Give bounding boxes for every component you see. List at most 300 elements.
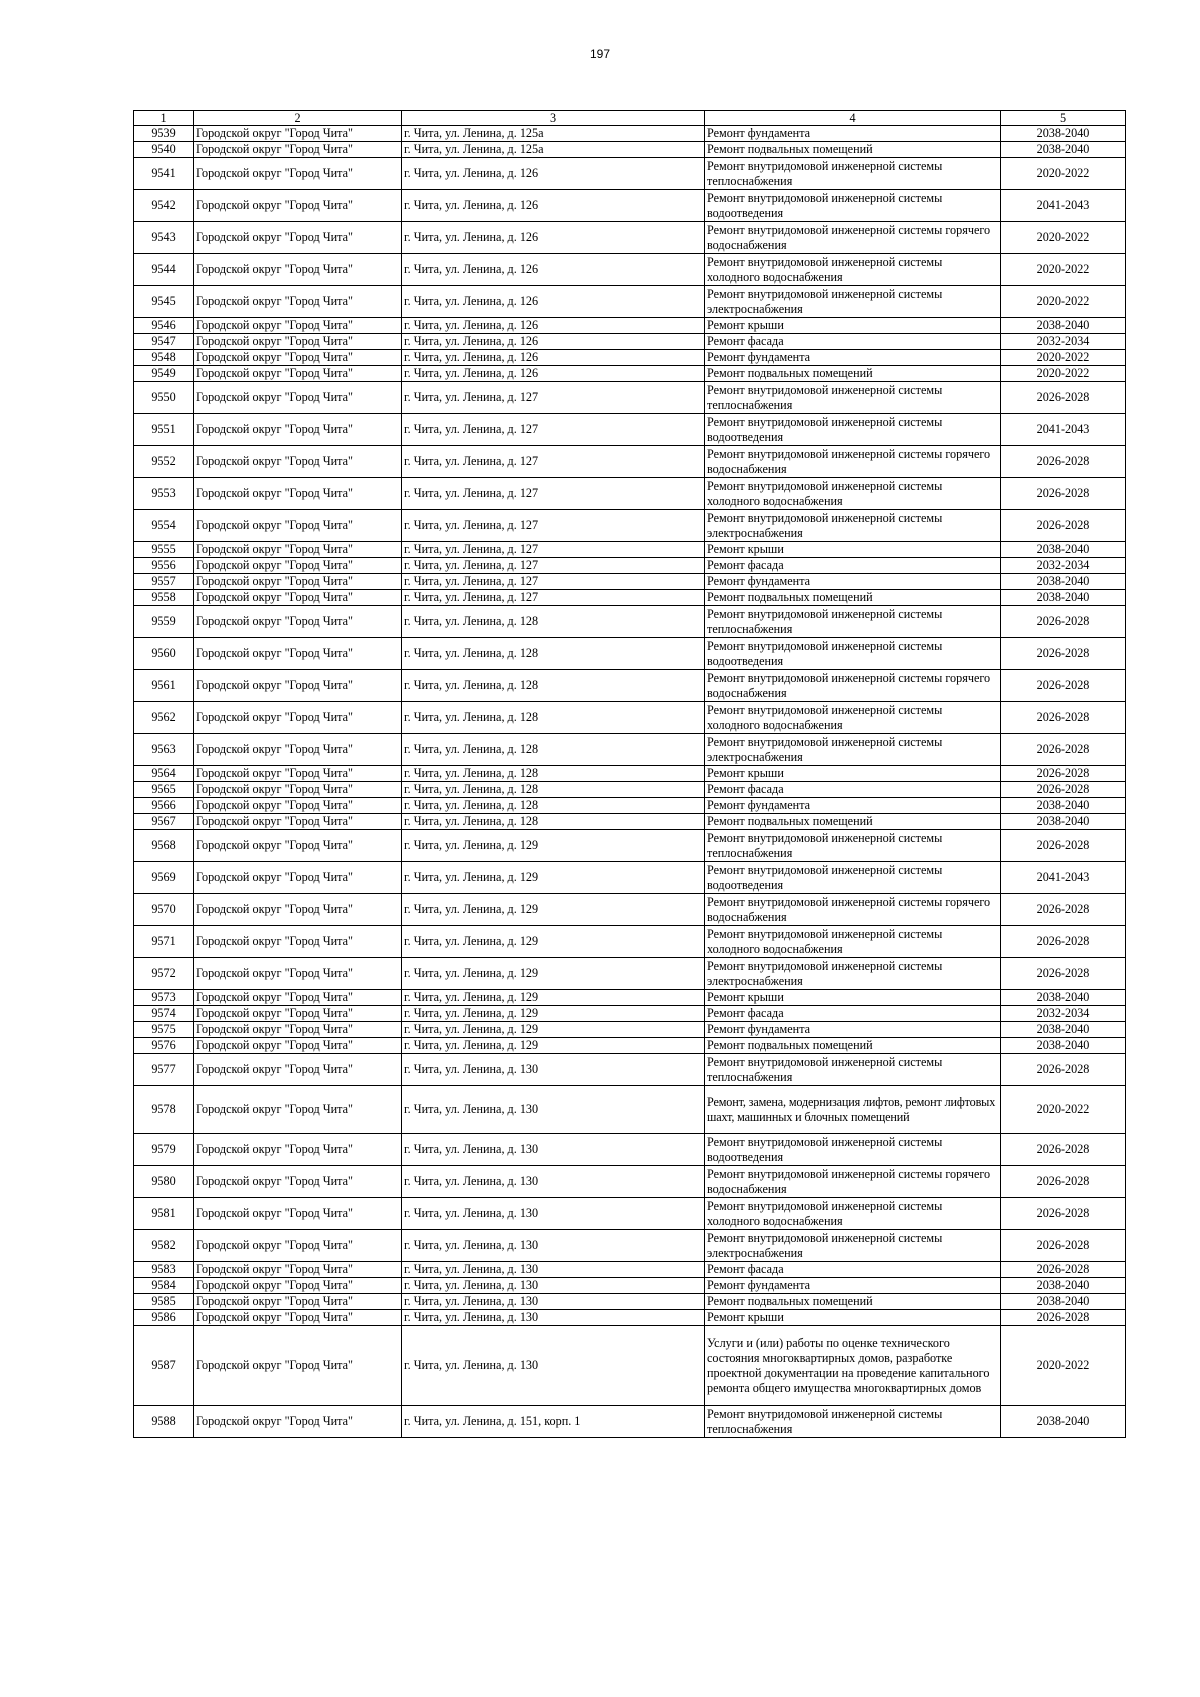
address-cell: г. Чита, ул. Ленина, д. 130 xyxy=(402,1134,705,1166)
period-cell: 2020-2022 xyxy=(1001,254,1126,286)
period-cell: 2026-2028 xyxy=(1001,958,1126,990)
municipality-cell: Городской округ "Город Чита" xyxy=(194,158,402,190)
work-type-cell: Ремонт фундамента xyxy=(705,1022,1001,1038)
address-cell: г. Чита, ул. Ленина, д. 128 xyxy=(402,782,705,798)
table-row xyxy=(134,862,1126,894)
address-cell: г. Чита, ул. Ленина, д. 127 xyxy=(402,446,705,478)
capital-repair-table xyxy=(133,110,1126,1438)
table-row xyxy=(134,926,1126,958)
work-type-cell: Ремонт внутридомовой инженерной системы теплоснабжения xyxy=(705,382,1001,414)
row-number: 9563 xyxy=(134,734,194,766)
work-type-cell: Ремонт подвальных помещений xyxy=(705,366,1001,382)
work-type-cell: Ремонт крыши xyxy=(705,766,1001,782)
table-row xyxy=(134,558,1126,574)
period-cell: 2026-2028 xyxy=(1001,1310,1126,1326)
address-cell: г. Чита, ул. Ленина, д. 129 xyxy=(402,1038,705,1054)
municipality-cell: Городской округ "Город Чита" xyxy=(194,558,402,574)
table-row xyxy=(134,1134,1126,1166)
table-row xyxy=(134,894,1126,926)
municipality-cell: Городской округ "Город Чита" xyxy=(194,142,402,158)
column-header-5: 5 xyxy=(1001,111,1126,126)
row-number: 9566 xyxy=(134,798,194,814)
period-cell: 2026-2028 xyxy=(1001,766,1126,782)
address-cell: г. Чита, ул. Ленина, д. 125а xyxy=(402,142,705,158)
row-number: 9564 xyxy=(134,766,194,782)
row-number: 9557 xyxy=(134,574,194,590)
row-number: 9552 xyxy=(134,446,194,478)
row-number: 9575 xyxy=(134,1022,194,1038)
period-cell: 2020-2022 xyxy=(1001,366,1126,382)
period-cell: 2041-2043 xyxy=(1001,862,1126,894)
address-cell: г. Чита, ул. Ленина, д. 126 xyxy=(402,254,705,286)
work-type-cell: Ремонт внутридомовой инженерной системы электроснабжения xyxy=(705,286,1001,318)
table-row xyxy=(134,814,1126,830)
municipality-cell: Городской округ "Город Чита" xyxy=(194,1038,402,1054)
table-row xyxy=(134,1166,1126,1198)
municipality-cell: Городской округ "Город Чита" xyxy=(194,766,402,782)
period-cell: 2026-2028 xyxy=(1001,510,1126,542)
address-cell: г. Чита, ул. Ленина, д. 130 xyxy=(402,1278,705,1294)
address-cell: г. Чита, ул. Ленина, д. 126 xyxy=(402,190,705,222)
work-type-cell: Ремонт внутридомовой инженерной системы горячего водоснабжения xyxy=(705,670,1001,702)
row-number: 9558 xyxy=(134,590,194,606)
work-type-cell: Ремонт фундамента xyxy=(705,1278,1001,1294)
table-row xyxy=(134,158,1126,190)
row-number: 9570 xyxy=(134,894,194,926)
table-row xyxy=(134,510,1126,542)
table-row xyxy=(134,1262,1126,1278)
address-cell: г. Чита, ул. Ленина, д. 127 xyxy=(402,478,705,510)
row-number: 9581 xyxy=(134,1198,194,1230)
work-type-cell: Ремонт внутридомовой инженерной системы горячего водоснабжения xyxy=(705,446,1001,478)
address-cell: г. Чита, ул. Ленина, д. 128 xyxy=(402,638,705,670)
address-cell: г. Чита, ул. Ленина, д. 127 xyxy=(402,542,705,558)
row-number: 9584 xyxy=(134,1278,194,1294)
row-number: 9576 xyxy=(134,1038,194,1054)
row-number: 9543 xyxy=(134,222,194,254)
municipality-cell: Городской округ "Город Чита" xyxy=(194,798,402,814)
municipality-cell: Городской округ "Город Чита" xyxy=(194,318,402,334)
address-cell: г. Чита, ул. Ленина, д. 129 xyxy=(402,1006,705,1022)
municipality-cell: Городской округ "Город Чита" xyxy=(194,1262,402,1278)
work-type-cell: Ремонт внутридомовой инженерной системы теплоснабжения xyxy=(705,606,1001,638)
table-header xyxy=(134,111,1126,126)
address-cell: г. Чита, ул. Ленина, д. 130 xyxy=(402,1294,705,1310)
table-row xyxy=(134,318,1126,334)
table-body xyxy=(134,126,1126,1438)
column-header-2: 2 xyxy=(194,111,402,126)
row-number: 9574 xyxy=(134,1006,194,1022)
period-cell: 2038-2040 xyxy=(1001,1278,1126,1294)
table-row xyxy=(134,670,1126,702)
table-row xyxy=(134,606,1126,638)
address-cell: г. Чита, ул. Ленина, д. 127 xyxy=(402,574,705,590)
column-header-4: 4 xyxy=(705,111,1001,126)
municipality-cell: Городской округ "Город Чита" xyxy=(194,1006,402,1022)
table-row xyxy=(134,734,1126,766)
work-type-cell: Ремонт фундамента xyxy=(705,798,1001,814)
period-cell: 2026-2028 xyxy=(1001,894,1126,926)
work-type-cell: Ремонт фундамента xyxy=(705,126,1001,142)
period-cell: 2026-2028 xyxy=(1001,478,1126,510)
work-type-cell: Ремонт внутридомовой инженерной системы электроснабжения xyxy=(705,1230,1001,1262)
row-number: 9588 xyxy=(134,1406,194,1438)
work-type-cell: Ремонт фасада xyxy=(705,782,1001,798)
municipality-cell: Городской округ "Город Чита" xyxy=(194,606,402,638)
municipality-cell: Городской округ "Город Чита" xyxy=(194,894,402,926)
table-row xyxy=(134,958,1126,990)
table-row xyxy=(134,350,1126,366)
table-row xyxy=(134,542,1126,558)
row-number: 9550 xyxy=(134,382,194,414)
address-cell: г. Чита, ул. Ленина, д. 130 xyxy=(402,1230,705,1262)
table-row xyxy=(134,1310,1126,1326)
municipality-cell: Городской округ "Город Чита" xyxy=(194,862,402,894)
municipality-cell: Городской округ "Город Чита" xyxy=(194,734,402,766)
address-cell: г. Чита, ул. Ленина, д. 128 xyxy=(402,798,705,814)
period-cell: 2026-2028 xyxy=(1001,782,1126,798)
work-type-cell: Ремонт внутридомовой инженерной системы холодного водоснабжения xyxy=(705,254,1001,286)
table-row xyxy=(134,126,1126,142)
period-cell: 2032-2034 xyxy=(1001,558,1126,574)
municipality-cell: Городской округ "Город Чита" xyxy=(194,1166,402,1198)
work-type-cell: Ремонт внутридомовой инженерной системы теплоснабжения xyxy=(705,1054,1001,1086)
table-row xyxy=(134,1086,1126,1134)
address-cell: г. Чита, ул. Ленина, д. 130 xyxy=(402,1086,705,1134)
address-cell: г. Чита, ул. Ленина, д. 127 xyxy=(402,510,705,542)
table-row xyxy=(134,366,1126,382)
address-cell: г. Чита, ул. Ленина, д. 129 xyxy=(402,958,705,990)
municipality-cell: Городской округ "Город Чита" xyxy=(194,1022,402,1038)
row-number: 9551 xyxy=(134,414,194,446)
table-row xyxy=(134,222,1126,254)
row-number: 9572 xyxy=(134,958,194,990)
address-cell: г. Чита, ул. Ленина, д. 126 xyxy=(402,158,705,190)
period-cell: 2038-2040 xyxy=(1001,126,1126,142)
table-row xyxy=(134,414,1126,446)
row-number: 9548 xyxy=(134,350,194,366)
address-cell: г. Чита, ул. Ленина, д. 128 xyxy=(402,606,705,638)
address-cell: г. Чита, ул. Ленина, д. 128 xyxy=(402,766,705,782)
address-cell: г. Чита, ул. Ленина, д. 126 xyxy=(402,350,705,366)
period-cell: 2026-2028 xyxy=(1001,446,1126,478)
work-type-cell: Ремонт внутридомовой инженерной системы горячего водоснабжения xyxy=(705,1166,1001,1198)
work-type-cell: Ремонт фасада xyxy=(705,558,1001,574)
work-type-cell: Ремонт подвальных помещений xyxy=(705,142,1001,158)
row-number: 9585 xyxy=(134,1294,194,1310)
period-cell: 2032-2034 xyxy=(1001,334,1126,350)
address-cell: г. Чита, ул. Ленина, д. 126 xyxy=(402,334,705,350)
row-number: 9573 xyxy=(134,990,194,1006)
address-cell: г. Чита, ул. Ленина, д. 127 xyxy=(402,590,705,606)
address-cell: г. Чита, ул. Ленина, д. 130 xyxy=(402,1326,705,1406)
table-row xyxy=(134,334,1126,350)
period-cell: 2038-2040 xyxy=(1001,1038,1126,1054)
address-cell: г. Чита, ул. Ленина, д. 127 xyxy=(402,414,705,446)
table-row xyxy=(134,142,1126,158)
column-header-3: 3 xyxy=(402,111,705,126)
address-cell: г. Чита, ул. Ленина, д. 130 xyxy=(402,1310,705,1326)
work-type-cell: Ремонт крыши xyxy=(705,990,1001,1006)
municipality-cell: Городской округ "Город Чита" xyxy=(194,638,402,670)
municipality-cell: Городской округ "Город Чита" xyxy=(194,510,402,542)
period-cell: 2038-2040 xyxy=(1001,574,1126,590)
table-row xyxy=(134,1054,1126,1086)
work-type-cell: Ремонт крыши xyxy=(705,1310,1001,1326)
address-cell: г. Чита, ул. Ленина, д. 126 xyxy=(402,366,705,382)
work-type-cell: Ремонт крыши xyxy=(705,318,1001,334)
work-type-cell: Ремонт крыши xyxy=(705,542,1001,558)
municipality-cell: Городской округ "Город Чита" xyxy=(194,222,402,254)
work-type-cell: Ремонт внутридомовой инженерной системы электроснабжения xyxy=(705,510,1001,542)
municipality-cell: Городской округ "Город Чита" xyxy=(194,334,402,350)
address-cell: г. Чита, ул. Ленина, д. 127 xyxy=(402,382,705,414)
address-cell: г. Чита, ул. Ленина, д. 128 xyxy=(402,702,705,734)
period-cell: 2038-2040 xyxy=(1001,142,1126,158)
municipality-cell: Городской округ "Город Чита" xyxy=(194,382,402,414)
table-row xyxy=(134,590,1126,606)
row-number: 9560 xyxy=(134,638,194,670)
period-cell: 2026-2028 xyxy=(1001,1166,1126,1198)
row-number: 9547 xyxy=(134,334,194,350)
work-type-cell: Ремонт внутридомовой инженерной системы водоотведения xyxy=(705,414,1001,446)
address-cell: г. Чита, ул. Ленина, д. 130 xyxy=(402,1262,705,1278)
period-cell: 2020-2022 xyxy=(1001,158,1126,190)
row-number: 9578 xyxy=(134,1086,194,1134)
municipality-cell: Городской округ "Город Чита" xyxy=(194,350,402,366)
row-number: 9545 xyxy=(134,286,194,318)
row-number: 9544 xyxy=(134,254,194,286)
municipality-cell: Городской округ "Город Чита" xyxy=(194,286,402,318)
row-number: 9556 xyxy=(134,558,194,574)
period-cell: 2026-2028 xyxy=(1001,1134,1126,1166)
work-type-cell: Ремонт внутридомовой инженерной системы водоотведения xyxy=(705,638,1001,670)
municipality-cell: Городской округ "Город Чита" xyxy=(194,1198,402,1230)
table-row xyxy=(134,766,1126,782)
period-cell: 2026-2028 xyxy=(1001,830,1126,862)
row-number: 9567 xyxy=(134,814,194,830)
municipality-cell: Городской округ "Город Чита" xyxy=(194,590,402,606)
period-cell: 2038-2040 xyxy=(1001,1406,1126,1438)
period-cell: 2026-2028 xyxy=(1001,702,1126,734)
table-row xyxy=(134,1294,1126,1310)
period-cell: 2032-2034 xyxy=(1001,1006,1126,1022)
work-type-cell: Ремонт фасада xyxy=(705,1262,1001,1278)
work-type-cell: Ремонт фундамента xyxy=(705,574,1001,590)
work-type-cell: Ремонт внутридомовой инженерной системы электроснабжения xyxy=(705,958,1001,990)
row-number: 9579 xyxy=(134,1134,194,1166)
address-cell: г. Чита, ул. Ленина, д. 129 xyxy=(402,862,705,894)
row-number: 9546 xyxy=(134,318,194,334)
address-cell: г. Чита, ул. Ленина, д. 130 xyxy=(402,1198,705,1230)
municipality-cell: Городской округ "Город Чита" xyxy=(194,414,402,446)
work-type-cell: Услуги и (или) работы по оценке технического состояния многоквартирных домов, разработке проектной документации на проведение капитального ремонта общего имущества многоквартирных домов xyxy=(705,1326,1001,1406)
address-cell: г. Чита, ул. Ленина, д. 125а xyxy=(402,126,705,142)
municipality-cell: Городской округ "Город Чита" xyxy=(194,990,402,1006)
work-type-cell: Ремонт внутридомовой инженерной системы теплоснабжения xyxy=(705,1406,1001,1438)
table-row xyxy=(134,990,1126,1006)
column-header-1: 1 xyxy=(134,111,194,126)
table-row xyxy=(134,1038,1126,1054)
row-number: 9583 xyxy=(134,1262,194,1278)
municipality-cell: Городской округ "Город Чита" xyxy=(194,1326,402,1406)
table-row xyxy=(134,1198,1126,1230)
row-number: 9549 xyxy=(134,366,194,382)
municipality-cell: Городской округ "Город Чита" xyxy=(194,1294,402,1310)
municipality-cell: Городской округ "Город Чита" xyxy=(194,830,402,862)
work-type-cell: Ремонт внутридомовой инженерной системы теплоснабжения xyxy=(705,158,1001,190)
table-row xyxy=(134,382,1126,414)
work-type-cell: Ремонт внутридомовой инженерной системы холодного водоснабжения xyxy=(705,926,1001,958)
municipality-cell: Городской округ "Город Чита" xyxy=(194,1406,402,1438)
table-row xyxy=(134,446,1126,478)
row-number: 9542 xyxy=(134,190,194,222)
address-cell: г. Чита, ул. Ленина, д. 151, корп. 1 xyxy=(402,1406,705,1438)
period-cell: 2038-2040 xyxy=(1001,814,1126,830)
address-cell: г. Чита, ул. Ленина, д. 129 xyxy=(402,1022,705,1038)
work-type-cell: Ремонт, замена, модернизация лифтов, ремонт лифтовых шахт, машинных и блочных помещений xyxy=(705,1086,1001,1134)
municipality-cell: Городской округ "Город Чита" xyxy=(194,958,402,990)
period-cell: 2026-2028 xyxy=(1001,926,1126,958)
row-number: 9539 xyxy=(134,126,194,142)
header-row xyxy=(134,111,1126,126)
row-number: 9561 xyxy=(134,670,194,702)
work-type-cell: Ремонт подвальных помещений xyxy=(705,1038,1001,1054)
period-cell: 2026-2028 xyxy=(1001,1054,1126,1086)
municipality-cell: Городской округ "Город Чита" xyxy=(194,190,402,222)
table-row xyxy=(134,1326,1126,1406)
period-cell: 2038-2040 xyxy=(1001,542,1126,558)
table-row xyxy=(134,702,1126,734)
period-cell: 2020-2022 xyxy=(1001,1326,1126,1406)
address-cell: г. Чита, ул. Ленина, д. 128 xyxy=(402,734,705,766)
row-number: 9582 xyxy=(134,1230,194,1262)
municipality-cell: Городской округ "Город Чита" xyxy=(194,126,402,142)
table-row xyxy=(134,782,1126,798)
row-number: 9541 xyxy=(134,158,194,190)
address-cell: г. Чита, ул. Ленина, д. 126 xyxy=(402,286,705,318)
table-row xyxy=(134,286,1126,318)
period-cell: 2020-2022 xyxy=(1001,286,1126,318)
row-number: 9553 xyxy=(134,478,194,510)
period-cell: 2038-2040 xyxy=(1001,318,1126,334)
address-cell: г. Чита, ул. Ленина, д. 127 xyxy=(402,558,705,574)
municipality-cell: Городской округ "Город Чита" xyxy=(194,574,402,590)
table-row xyxy=(134,574,1126,590)
municipality-cell: Городской округ "Город Чита" xyxy=(194,1134,402,1166)
table-row xyxy=(134,1006,1126,1022)
work-type-cell: Ремонт внутридомовой инженерной системы водоотведения xyxy=(705,190,1001,222)
period-cell: 2041-2043 xyxy=(1001,190,1126,222)
row-number: 9571 xyxy=(134,926,194,958)
table-row xyxy=(134,1278,1126,1294)
address-cell: г. Чита, ул. Ленина, д. 128 xyxy=(402,814,705,830)
table-row xyxy=(134,254,1126,286)
municipality-cell: Городской округ "Город Чита" xyxy=(194,814,402,830)
municipality-cell: Городской округ "Город Чита" xyxy=(194,1086,402,1134)
period-cell: 2026-2028 xyxy=(1001,734,1126,766)
municipality-cell: Городской округ "Город Чита" xyxy=(194,1310,402,1326)
municipality-cell: Городской округ "Город Чита" xyxy=(194,926,402,958)
table-row xyxy=(134,1230,1126,1262)
table-row xyxy=(134,190,1126,222)
row-number: 9577 xyxy=(134,1054,194,1086)
period-cell: 2026-2028 xyxy=(1001,1262,1126,1278)
work-type-cell: Ремонт внутридомовой инженерной системы теплоснабжения xyxy=(705,830,1001,862)
period-cell: 2026-2028 xyxy=(1001,638,1126,670)
work-type-cell: Ремонт подвальных помещений xyxy=(705,590,1001,606)
table-row xyxy=(134,478,1126,510)
period-cell: 2020-2022 xyxy=(1001,350,1126,366)
period-cell: 2038-2040 xyxy=(1001,1022,1126,1038)
municipality-cell: Городской округ "Город Чита" xyxy=(194,478,402,510)
work-type-cell: Ремонт фундамента xyxy=(705,350,1001,366)
period-cell: 2026-2028 xyxy=(1001,1198,1126,1230)
address-cell: г. Чита, ул. Ленина, д. 129 xyxy=(402,926,705,958)
table-row xyxy=(134,798,1126,814)
period-cell: 2026-2028 xyxy=(1001,670,1126,702)
table-row xyxy=(134,1406,1126,1438)
municipality-cell: Городской округ "Город Чита" xyxy=(194,254,402,286)
address-cell: г. Чита, ул. Ленина, д. 130 xyxy=(402,1054,705,1086)
row-number: 9555 xyxy=(134,542,194,558)
address-cell: г. Чита, ул. Ленина, д. 129 xyxy=(402,990,705,1006)
address-cell: г. Чита, ул. Ленина, д. 126 xyxy=(402,222,705,254)
work-type-cell: Ремонт внутридомовой инженерной системы холодного водоснабжения xyxy=(705,1198,1001,1230)
period-cell: 2038-2040 xyxy=(1001,798,1126,814)
work-type-cell: Ремонт внутридомовой инженерной системы водоотведения xyxy=(705,862,1001,894)
table-row xyxy=(134,1022,1126,1038)
row-number: 9565 xyxy=(134,782,194,798)
row-number: 9580 xyxy=(134,1166,194,1198)
period-cell: 2026-2028 xyxy=(1001,606,1126,638)
municipality-cell: Городской округ "Город Чита" xyxy=(194,542,402,558)
work-type-cell: Ремонт подвальных помещений xyxy=(705,1294,1001,1310)
work-type-cell: Ремонт внутридомовой инженерной системы холодного водоснабжения xyxy=(705,478,1001,510)
municipality-cell: Городской округ "Город Чита" xyxy=(194,366,402,382)
row-number: 9568 xyxy=(134,830,194,862)
municipality-cell: Городской округ "Город Чита" xyxy=(194,1230,402,1262)
work-type-cell: Ремонт внутридомовой инженерной системы холодного водоснабжения xyxy=(705,702,1001,734)
row-number: 9569 xyxy=(134,862,194,894)
period-cell: 2026-2028 xyxy=(1001,1230,1126,1262)
period-cell: 2026-2028 xyxy=(1001,382,1126,414)
period-cell: 2038-2040 xyxy=(1001,590,1126,606)
work-type-cell: Ремонт внутридомовой инженерной системы горячего водоснабжения xyxy=(705,894,1001,926)
work-type-cell: Ремонт внутридомовой инженерной системы электроснабжения xyxy=(705,734,1001,766)
row-number: 9562 xyxy=(134,702,194,734)
row-number: 9586 xyxy=(134,1310,194,1326)
municipality-cell: Городской округ "Город Чита" xyxy=(194,1278,402,1294)
address-cell: г. Чита, ул. Ленина, д. 126 xyxy=(402,318,705,334)
municipality-cell: Городской округ "Город Чита" xyxy=(194,670,402,702)
work-type-cell: Ремонт внутридомовой инженерной системы водоотведения xyxy=(705,1134,1001,1166)
table-row xyxy=(134,830,1126,862)
period-cell: 2020-2022 xyxy=(1001,222,1126,254)
work-type-cell: Ремонт фасада xyxy=(705,334,1001,350)
row-number: 9554 xyxy=(134,510,194,542)
row-number: 9587 xyxy=(134,1326,194,1406)
municipality-cell: Городской округ "Город Чита" xyxy=(194,446,402,478)
address-cell: г. Чита, ул. Ленина, д. 129 xyxy=(402,894,705,926)
page-number: 197 xyxy=(589,47,611,61)
address-cell: г. Чита, ул. Ленина, д. 130 xyxy=(402,1166,705,1198)
address-cell: г. Чита, ул. Ленина, д. 128 xyxy=(402,670,705,702)
table-row xyxy=(134,638,1126,670)
municipality-cell: Городской округ "Город Чита" xyxy=(194,702,402,734)
work-type-cell: Ремонт подвальных помещений xyxy=(705,814,1001,830)
period-cell: 2020-2022 xyxy=(1001,1086,1126,1134)
